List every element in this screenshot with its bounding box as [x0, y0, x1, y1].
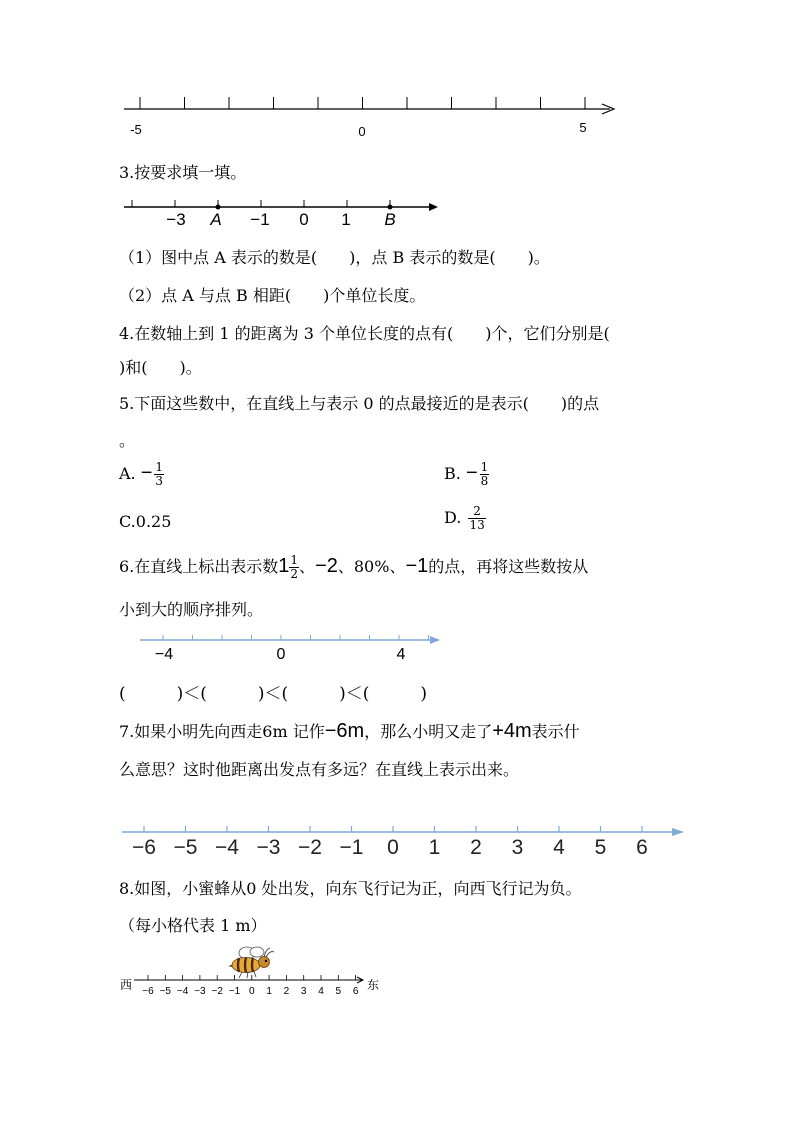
- q7-axis-label: 6: [636, 836, 648, 859]
- q6-number-neg1: −1: [405, 555, 429, 577]
- q3-label-a: A: [210, 210, 222, 229]
- q6-mixed-fraction: $\frac{1}{2}$: [290, 553, 299, 581]
- choice-b[interactable]: [444, 461, 489, 488]
- axis1-label-0: 0: [358, 124, 366, 139]
- q6-line2: 小到大的顺序排列。: [119, 600, 264, 619]
- q8-axis-label: −6: [142, 986, 154, 997]
- q7-number-pos4m: +4m: [492, 720, 532, 742]
- q3-label-b: B: [384, 210, 396, 229]
- q3-sub1: （1）图中点 A 表示的数是( )，点 B 表示的数是( )。: [119, 248, 550, 267]
- q7-axis-label: −6: [132, 836, 156, 859]
- choice-d-fraction: $\frac{2}{13}$: [469, 504, 485, 532]
- choice-d-label: D.: [444, 508, 462, 527]
- q7-line2: 么意思？这时他距离出发点有多远？在直线上表示出来。: [119, 760, 520, 779]
- west-label: 西: [120, 978, 133, 992]
- q7-axis-label: 5: [594, 836, 607, 859]
- q7-axis-label: −2: [298, 836, 322, 859]
- q6-mixed-whole: 1: [278, 555, 290, 577]
- q8-axis-label: −1: [228, 986, 241, 997]
- q7-number-line: [120, 820, 686, 862]
- q8-line2: （每小格代表 1 m）: [119, 916, 267, 935]
- choice-a-sign: −: [140, 462, 153, 484]
- q8-line1: 8.如图，小蜜蜂从0 处出发，向东飞行记为正，向西飞行记为负。: [119, 879, 582, 898]
- q7-axis-label: 2: [470, 836, 482, 859]
- q3-title: 3.按要求填一填。: [119, 163, 247, 182]
- q6-prefix: 6.在直线上标出表示数: [119, 557, 279, 576]
- q3-label-1: 1: [341, 210, 351, 229]
- choice-d[interactable]: [444, 505, 486, 532]
- q8-axis-label: 3: [300, 986, 307, 997]
- q8-number-line: [118, 972, 388, 1000]
- q3-label-0: 0: [299, 210, 309, 229]
- choice-b-label: B.: [444, 464, 461, 483]
- q3-number-line: [118, 195, 448, 233]
- choice-a-label: A.: [119, 464, 136, 483]
- q5-line1: 5.下面这些数中，在直线上与表示 0 的点最接近的是表示( )的点: [119, 394, 600, 413]
- q3-point-a: [216, 205, 221, 210]
- number-line-1: [110, 90, 630, 150]
- east-label: 东: [367, 978, 380, 992]
- q8-axis-label: 4: [318, 986, 324, 997]
- q3-sub2: （2）点 A 与点 B 相距( )个单位长度。: [119, 286, 426, 305]
- q7-axis-label: −3: [256, 836, 281, 859]
- q7-axis-label: 4: [553, 836, 565, 859]
- q7-axis-label: −4: [215, 836, 239, 859]
- choice-a-fraction: $\frac{1}{3}$: [155, 460, 164, 488]
- q7-axis-label: −1: [339, 836, 364, 859]
- q8-axis-label: 0: [249, 986, 255, 997]
- q3-label-neg1: −1: [250, 210, 270, 229]
- q8-axis-label: 1: [266, 986, 272, 997]
- q6-label-4: 4: [396, 646, 406, 663]
- q3-label-neg3: −3: [166, 210, 186, 229]
- q7-axis-label: 1: [428, 836, 441, 859]
- q8-axis-label: 6: [352, 986, 359, 997]
- choice-a[interactable]: [119, 461, 164, 488]
- q7-axis-label: 0: [387, 836, 399, 859]
- q7-number-neg6m: −6m: [324, 720, 365, 742]
- q4-line2: )和( )。: [119, 358, 202, 377]
- q8-axis-label: −4: [176, 986, 189, 997]
- q6-line1: 6.在直线上标出表示数1 $\frac{1}{2}$ 、−2、80%、−1的点，再将这些数按从: [119, 553, 589, 581]
- q6-number-line: [138, 630, 448, 666]
- q6-order-line: ( )＜( )＜( )＜( ): [119, 684, 428, 704]
- axis1-label-5: 5: [579, 120, 587, 135]
- q7-line1: 7.如果小明先向西走6m 记作−6m，那么小明又走了+4m表示什: [119, 720, 580, 742]
- choice-b-fraction: $\frac{1}{8}$: [480, 460, 489, 488]
- axis1-label-neg5: -5: [130, 122, 142, 137]
- q7-axis-label: 3: [511, 836, 524, 859]
- q3-point-b: [388, 205, 393, 210]
- q6-number-neg2: −2: [315, 555, 338, 577]
- q4-line1: 4.在数轴上到 1 的距离为 3 个单位长度的点有( )个，它们分别是(: [119, 324, 610, 343]
- q8-axis-label: −3: [194, 986, 206, 997]
- q8-axis-label: 5: [335, 986, 342, 997]
- choice-b-sign: −: [465, 462, 478, 484]
- q8-axis-label: −5: [159, 986, 172, 997]
- q5-line2: 。: [119, 431, 136, 450]
- q8-axis-label: −2: [211, 986, 223, 997]
- q6-label-neg4: −4: [154, 646, 174, 663]
- choice-c[interactable]: C.0.25: [119, 512, 172, 531]
- q8-axis-label: 2: [283, 986, 290, 997]
- q6-label-0: 0: [276, 646, 286, 663]
- q7-axis-label: −5: [173, 836, 198, 859]
